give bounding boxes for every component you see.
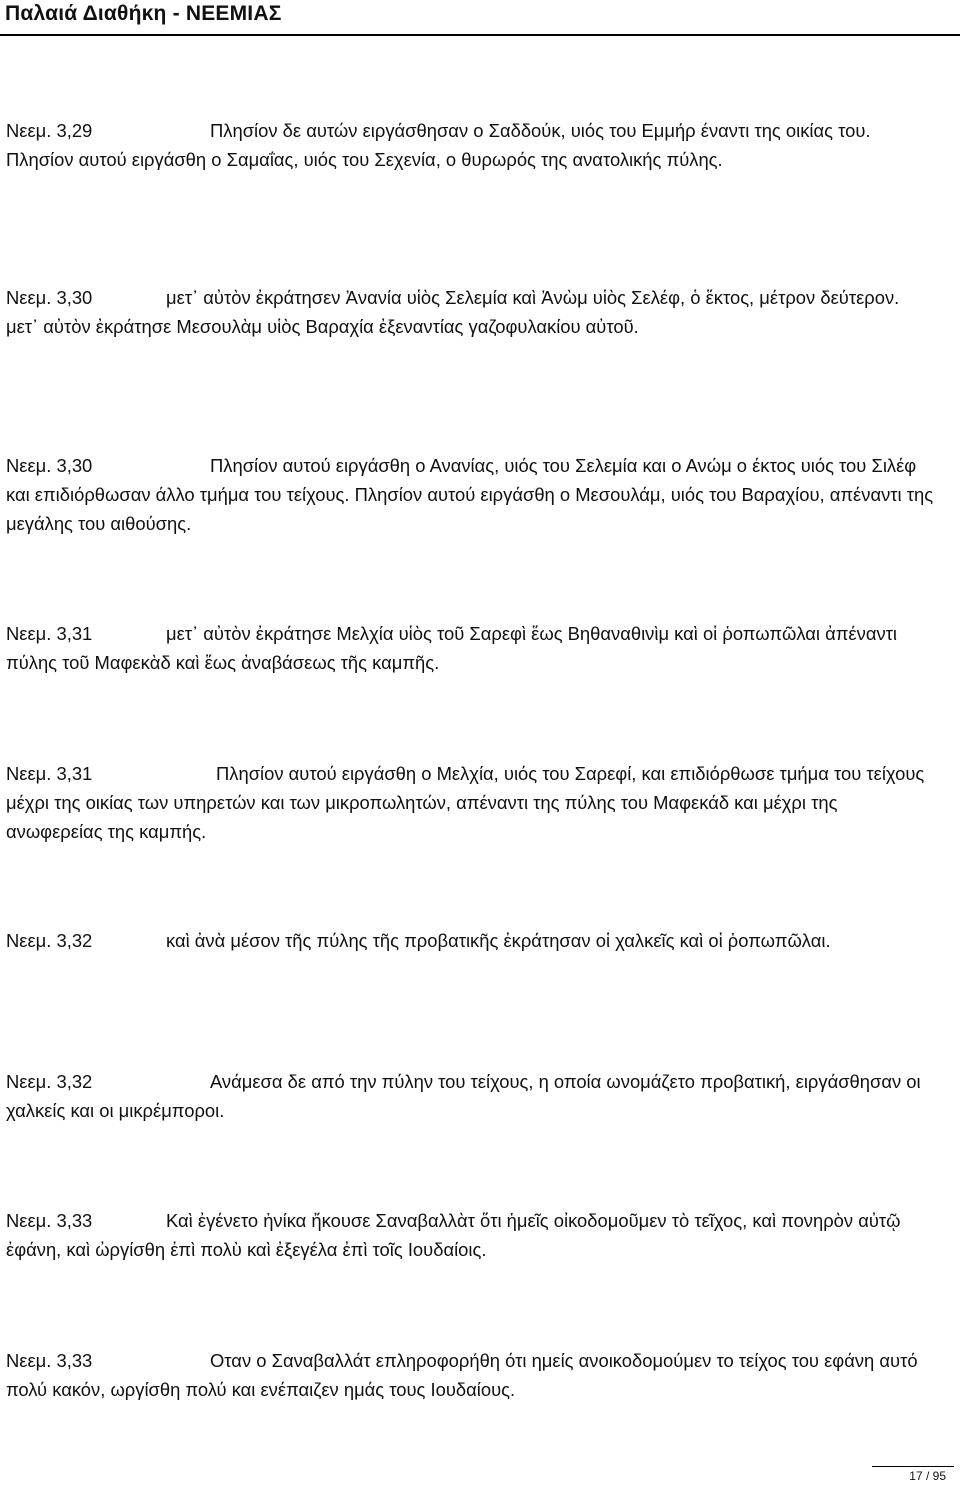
verse-text	[6, 451, 936, 538]
page-number: 17 / 95	[909, 1469, 946, 1483]
verse-body: Πλησίον αυτού ειργάσθη ο Ανανίας, υιός του Σελεμία και ο Ανώμ ο έκτος υιός του Σιλέφ και επιδιόρθωσαν άλλο τμήμα του τείχους. Πλησίον αυτού ειργάσθη ο Μεσουλάμ, υιός του Βαραχίου, απέναντι της μεγάλης του αιθούσης.	[6, 455, 934, 534]
verse-text	[6, 926, 936, 955]
verse-body: μετ᾿ αὐτὸν ἐκράτησεν Ἀνανία υἱὸς Σελεμία καὶ Ἀνὼμ υἱὸς Σελέφ, ὁ ἕκτος, μέτρον δεύτερον. μετ᾿ αὐτὸν ἐκράτησε Μεσουλὰμ υἱὸς Βαραχία ἐξεναντίας γαζοφυλακίου αὐτοῦ.	[6, 287, 900, 337]
verse-body: Ανάμεσα δε από την πύλην του τείχους, η οποία ωνομάζετο προβατική, ειργάσθησαν οι χαλκείς και οι μικρέμποροι.	[6, 1071, 921, 1121]
verse-reference: Νεεμ. 3,31	[6, 623, 93, 644]
footer-divider	[872, 1466, 954, 1467]
verse-reference: Νεεμ. 3,32	[6, 1071, 93, 1092]
verse-reference: Νεεμ. 3,33	[6, 1350, 93, 1371]
verse-body: μετ᾿ αὐτὸν ἐκράτησε Μελχία υἱὸς τοῦ Σαρεφὶ ἕως Βηθαναθινὶμ καὶ οἱ ῥοπωπῶλαι ἀπέναντι πύλης τοῦ Μαφεκὰδ καὶ ἕως ἀναβάσεως τῆς καμπῆς.	[6, 623, 898, 673]
verse-reference: Νεεμ. 3,30	[6, 287, 93, 308]
verse-text	[6, 619, 936, 677]
verse-block	[6, 283, 936, 341]
verse-block	[6, 1067, 936, 1125]
page-title: Παλαιά Διαθήκη - ΝΕΕΜΙΑΣ	[5, 2, 282, 25]
verse-block	[6, 1346, 936, 1404]
verse-block	[6, 759, 936, 846]
verse-text	[6, 759, 936, 846]
verse-text	[6, 1346, 936, 1404]
verse-body: καὶ ἀνὰ μέσον τῆς πύλης τῆς προβατικῆς ἐκράτησαν οἱ χαλκεῖς καὶ οἱ ῥοπωπῶλαι.	[166, 930, 831, 951]
verse-body: Πλησίον δε αυτών ειργάσθησαν ο Σαδδούκ, υιός του Εμμήρ έναντι της οικίας του. Πλησίον αυτού ειργάσθη ο Σαμαΐας, υιός του Σεχενία, ο θυρωρός της ανατολικής πύλης.	[6, 120, 871, 170]
verse-body: Οταν ο Σαναβαλλάτ επληροφορήθη ότι ημείς ανοικοδομούμεν το τείχος του εφάνη αυτό πολύ κακόν, ωργίσθη πολύ και ενέπαιζεν ημάς τους Ιουδαίους.	[6, 1350, 918, 1400]
verse-block	[6, 1206, 936, 1264]
verse-block	[6, 451, 936, 538]
verse-body: Καὶ ἐγένετο ἡνίκα ἤκουσε Σαναβαλλὰτ ὅτι ἡμεῖς οἰκοδομοῦμεν τὸ τεῖχος, καὶ πονηρὸν αὐτῷ ἐφάνη, καὶ ὠργίσθη ἐπὶ πολὺ καὶ ἐξεγέλα ἐπὶ τοῖς Ιουδαίοις.	[6, 1210, 901, 1260]
header-divider	[0, 34, 960, 36]
verse-reference: Νεεμ. 3,33	[6, 1210, 93, 1231]
verse-reference: Νεεμ. 3,32	[6, 930, 93, 951]
verse-block	[6, 619, 936, 677]
verse-text	[6, 1067, 936, 1125]
verse-reference: Νεεμ. 3,31	[6, 763, 93, 784]
verse-text	[6, 116, 936, 174]
verse-reference: Νεεμ. 3,29	[6, 120, 93, 141]
verse-reference: Νεεμ. 3,30	[6, 455, 93, 476]
verse-block	[6, 926, 936, 955]
verse-text	[6, 283, 936, 341]
verse-text	[6, 1206, 936, 1264]
verse-block	[6, 116, 936, 174]
verse-body: Πλησίον αυτού ειργάσθη ο Μελχία, υιός του Σαρεφί, και επιδιόρθωσε τμήμα του τείχους μέχρι της οικίας των υπηρετών και των μικροπωλητών, απέναντι της πύλης του Μαφεκάδ και μέχρι της ανωφερείας της καμπής.	[6, 763, 925, 842]
